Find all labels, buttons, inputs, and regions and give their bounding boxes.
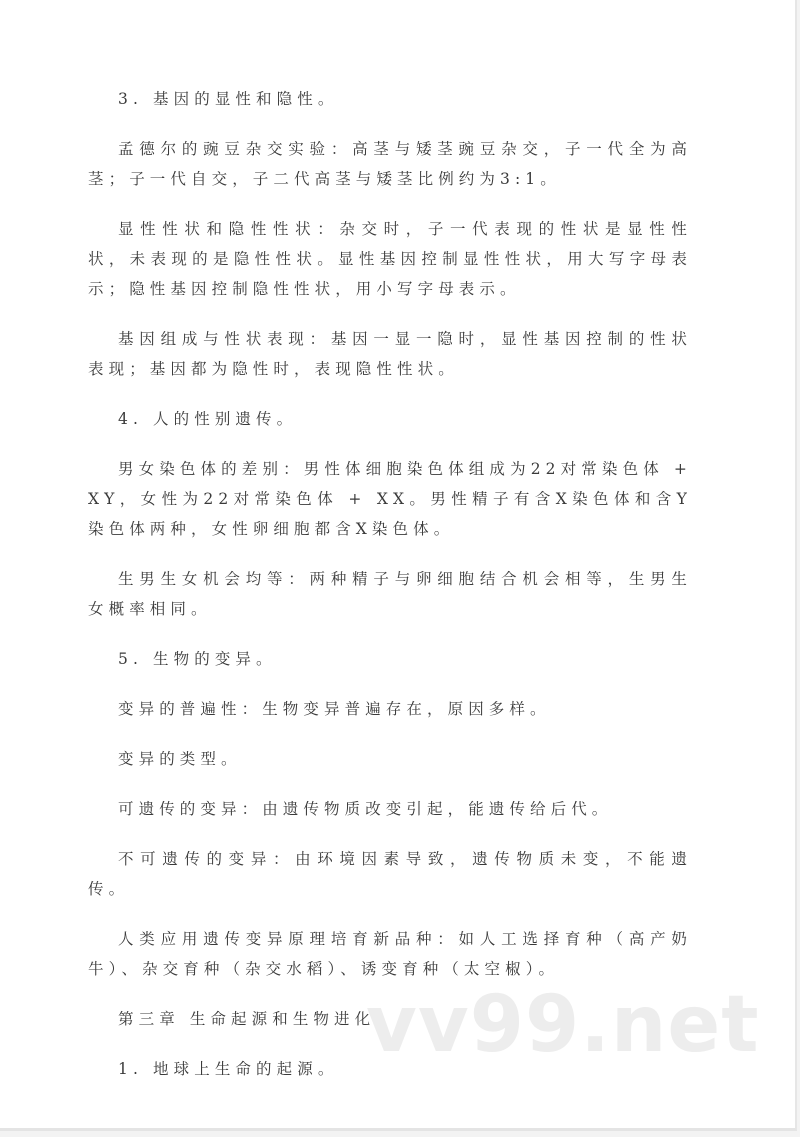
paragraph-breeding-applications: 人类应用遗传变异原理培育新品种：如人工选择育种（高产奶牛）、杂交育种（杂交水稻）、诱变育种（太空椒）。 bbox=[88, 930, 692, 978]
section-heading-sex-inheritance: 4. 人的性别遗传。 bbox=[118, 410, 298, 428]
paragraph-heritable-variation: 可遗传的变异：由遗传物质改变引起，能遗传给后代。 bbox=[118, 800, 613, 818]
paragraph-variation-types: 变异的类型。 bbox=[118, 750, 242, 768]
paragraph-chromosome-difference: 男女染色体的差别：男性体细胞染色体组成为22对常染色体 + XY，女性为22对常染色体 + XX。男性精子有含X染色体和含Y染色体两种，女性卵细胞都含X染色体。 bbox=[88, 460, 692, 538]
paragraph-equal-chance: 生男生女机会均等：两种精子与卵细胞结合机会相等，生男生女概率相同。 bbox=[88, 570, 692, 618]
paragraph-dominant-recessive-traits: 显性性状和隐性性状：杂交时，子一代表现的性状是显性性状，未表现的是隐性性状。显性基因控制显性性状，用大写字母表示；隐性基因控制隐性性状，用小写字母表示。 bbox=[88, 220, 692, 298]
watermark-text: vv99.net bbox=[366, 980, 760, 1070]
paragraph-non-heritable-variation: 不可遗传的变异：由环境因素导致，遗传物质未变，不能遗传。 bbox=[88, 850, 692, 898]
section-heading-origin-of-life: 1. 地球上生命的起源。 bbox=[118, 1060, 339, 1078]
paragraph-mendel-experiment: 孟德尔的豌豆杂交实验：高茎与矮茎豌豆杂交，子一代全为高茎；子一代自交，子二代高茎与矮茎比例约为3:1。 bbox=[88, 140, 692, 188]
paragraph-gene-composition: 基因组成与性状表现：基因一显一隐时，显性基因控制的性状表现；基因都为隐性时，表现隐性性状。 bbox=[88, 330, 692, 378]
document-content bbox=[88, 84, 692, 1104]
paragraph-variation-universality: 变异的普遍性：生物变异普遍存在，原因多样。 bbox=[118, 700, 551, 718]
chapter-heading-origin-evolution: 第三章 生命起源和生物进化。 bbox=[118, 1010, 396, 1028]
section-heading-variation: 5. 生物的变异。 bbox=[118, 650, 277, 668]
section-heading-genetic-dominance: 3. 基因的显性和隐性。 bbox=[118, 90, 339, 108]
